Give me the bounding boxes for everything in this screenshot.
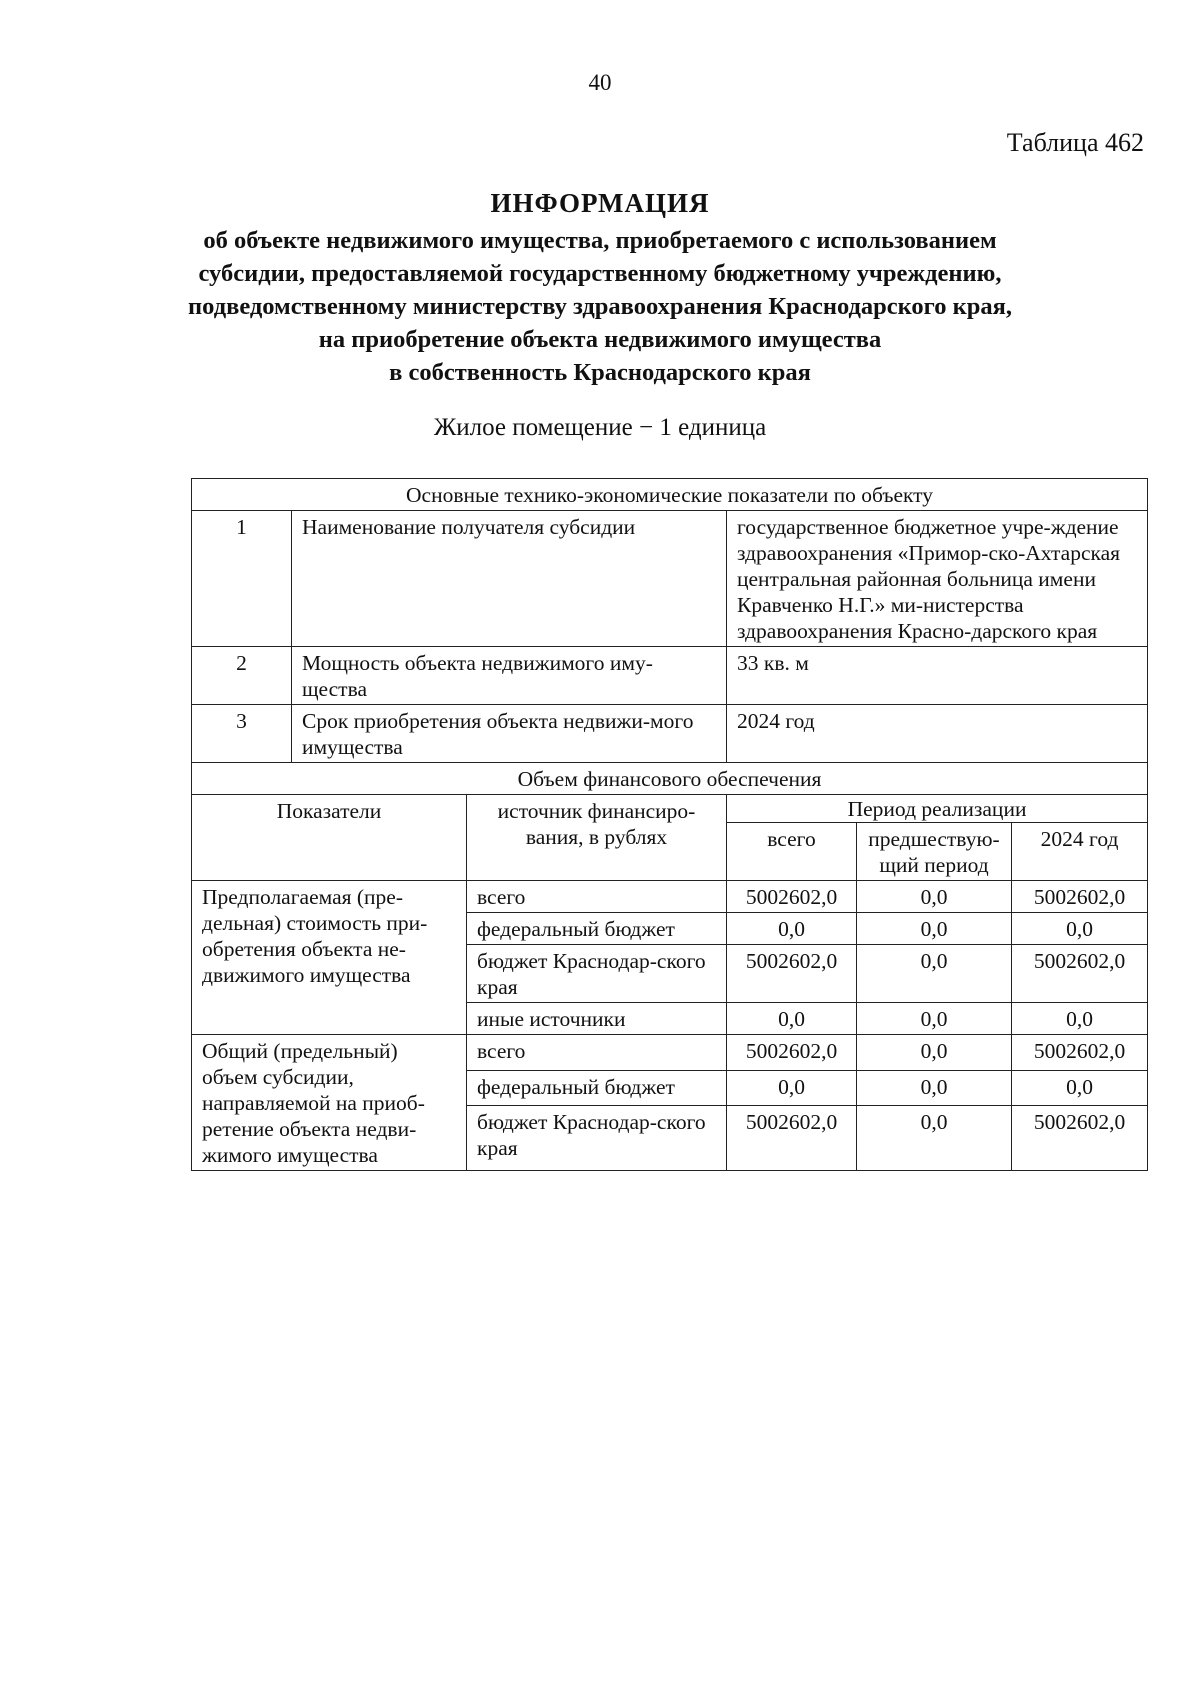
previous-cell: 0,0 — [857, 1003, 1012, 1035]
year-cell: 5002602,0 — [1012, 1035, 1148, 1071]
previous-cell: 0,0 — [857, 1070, 1012, 1106]
source-cell: бюджет Краснодар-ского края — [467, 1106, 727, 1171]
group-label: Общий (предельный) объем субсидии, направляемой на приоб-ретение объекта недви-жимого имущества — [192, 1035, 467, 1171]
total-cell: 5002602,0 — [727, 881, 857, 913]
year-cell: 0,0 — [1012, 1003, 1148, 1035]
header-indicators: Показатели — [192, 795, 467, 881]
object-description: Жилое помещение − 1 единица — [433, 414, 767, 441]
previous-cell: 0,0 — [857, 881, 1012, 913]
source-cell: всего — [467, 1035, 727, 1071]
section-title: Объем финансового обеспечения — [192, 763, 1148, 795]
section-title: Основные технико-экономические показатели по объекту — [192, 479, 1148, 511]
table-row — [192, 705, 1148, 763]
source-cell: всего — [467, 881, 727, 913]
header-year: 2024 год — [1012, 823, 1148, 881]
row-value: государственное бюджетное учре-ждение здравоохранения «Примор-ско-Ахтарская центральная районная больница имени Кравченко Н.Г.» ми-нистерства здравоохранения Красно-дарского края — [727, 511, 1148, 647]
group-label: Предполагаемая (пре-дельная) стоимость при-обретения объекта не-движимого имущества — [192, 881, 467, 1035]
table-row — [192, 881, 1148, 913]
header-total: всего — [727, 823, 857, 881]
row-label: Срок приобретения объекта недвижи-мого имущества — [292, 705, 727, 763]
page-number: 40 — [588, 70, 612, 95]
total-cell: 0,0 — [727, 1003, 857, 1035]
source-cell: федеральный бюджет — [467, 913, 727, 945]
previous-cell: 0,0 — [857, 1035, 1012, 1071]
header-source: источник финансиро-вания, в рублях — [467, 795, 727, 881]
total-cell: 5002602,0 — [727, 1035, 857, 1071]
row-value: 33 кв. м — [727, 647, 1148, 705]
document-subheading — [100, 224, 1100, 389]
subheading-line: подведомственному министерству здравоохранения Краснодарского края, — [188, 293, 1012, 320]
previous-cell: 0,0 — [857, 913, 1012, 945]
source-cell: федеральный бюджет — [467, 1070, 727, 1106]
subheading-line: на приобретение объекта недвижимого имущества — [318, 326, 882, 353]
row-label: Мощность объекта недвижимого иму-щества — [292, 647, 727, 705]
previous-cell: 0,0 — [857, 945, 1012, 1003]
subheading-line: в собственность Краснодарского края — [389, 359, 811, 386]
source-cell: иные источники — [467, 1003, 727, 1035]
header-period: Период реализации — [727, 795, 1148, 823]
row-number: 2 — [192, 647, 292, 705]
section-header-technical — [192, 479, 1148, 511]
table-label: Таблица 462 — [1006, 128, 1144, 157]
info-table — [191, 478, 1148, 1171]
year-cell: 5002602,0 — [1012, 945, 1148, 1003]
total-cell: 5002602,0 — [727, 945, 857, 1003]
year-cell: 0,0 — [1012, 1070, 1148, 1106]
year-cell: 0,0 — [1012, 913, 1148, 945]
source-cell: бюджет Краснодар-ского края — [467, 945, 727, 1003]
table-row — [192, 511, 1148, 647]
section-header-financial — [192, 763, 1148, 795]
row-number: 3 — [192, 705, 292, 763]
year-cell: 5002602,0 — [1012, 881, 1148, 913]
subheading-line: субсидии, предоставляемой государственному бюджетному учреждению, — [198, 260, 1002, 287]
table-row — [192, 647, 1148, 705]
row-value: 2024 год — [727, 705, 1148, 763]
table-row — [192, 1035, 1148, 1071]
header-previous: предшествую-щий период — [857, 823, 1012, 881]
row-number: 1 — [192, 511, 292, 647]
total-cell: 0,0 — [727, 1070, 857, 1106]
total-cell: 0,0 — [727, 913, 857, 945]
total-cell: 5002602,0 — [727, 1106, 857, 1171]
document-heading: ИНФОРМАЦИЯ — [490, 188, 710, 218]
previous-cell: 0,0 — [857, 1106, 1012, 1171]
subheading-line: об объекте недвижимого имущества, приобретаемого с использованием — [203, 227, 997, 254]
year-cell: 5002602,0 — [1012, 1106, 1148, 1171]
row-label: Наименование получателя субсидии — [292, 511, 727, 647]
financial-header-row — [192, 795, 1148, 823]
